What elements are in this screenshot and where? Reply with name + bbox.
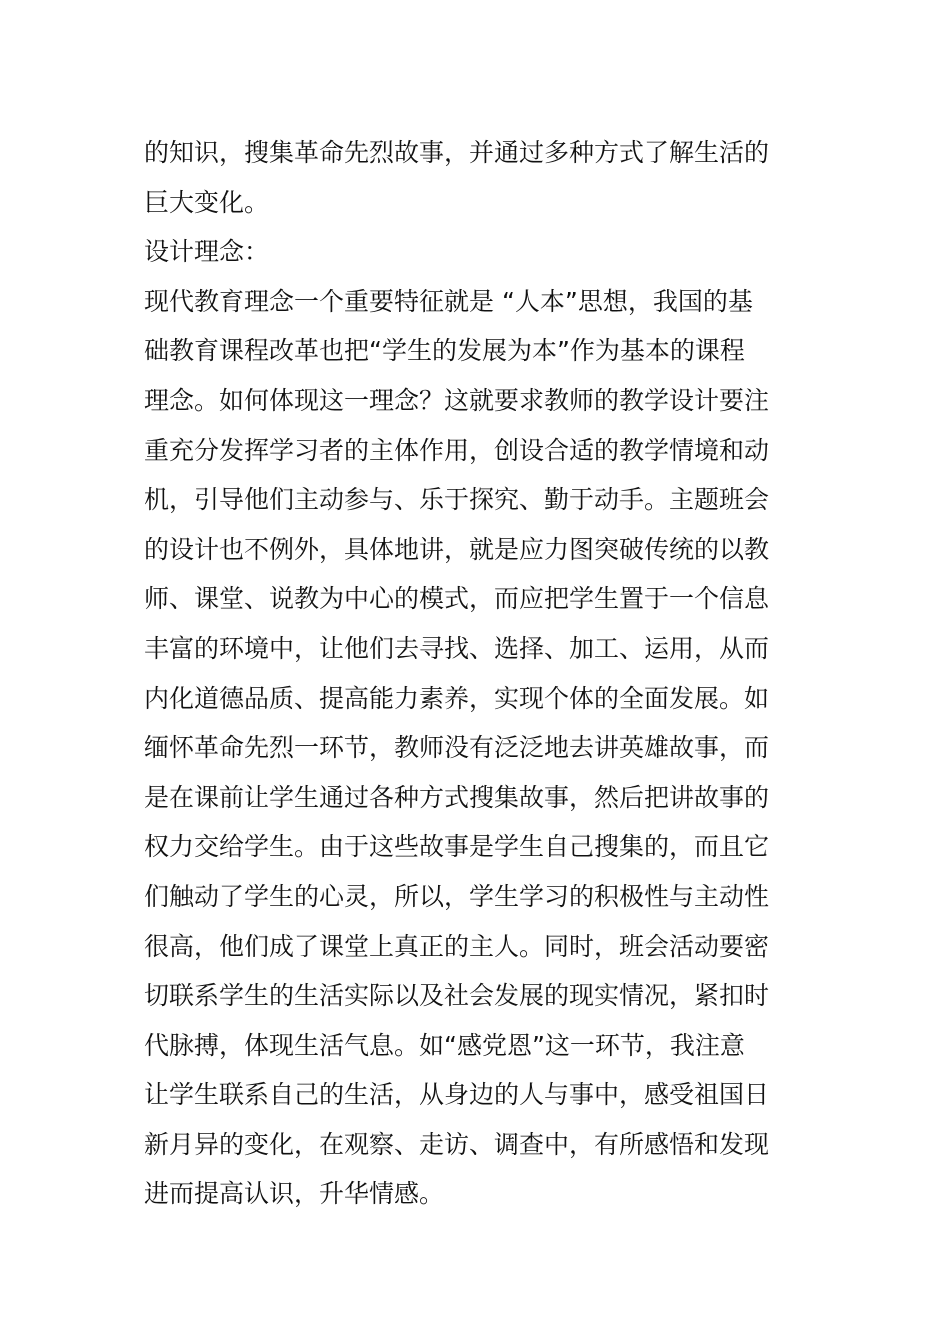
text-line: 代脉搏，体现生活气息。如“感党恩”这一环节，我注意	[144, 1030, 745, 1060]
text-line: 切联系学生的生活实际以及社会发展的现实情况，紧扣时	[144, 981, 770, 1011]
section-heading: 设计理念：	[144, 237, 270, 267]
text-line: 础教育课程改革也把“学生的发展为本”作为基本的课程	[144, 336, 745, 366]
text-line: 进而提高认识，升华情感。	[144, 1179, 445, 1209]
text-line: 是在课前让学生通过各种方式搜集故事，然后把讲故事的	[144, 782, 770, 812]
text-line: 新月异的变化，在观察、走访、调查中，有所感悟和发现	[144, 1129, 770, 1159]
text-line: 的设计也不例外，具体地讲，就是应力图突破传统的以教	[144, 534, 770, 564]
text-line: 权力交给学生。由于这些故事是学生自己搜集的，而且它	[144, 832, 770, 862]
text-line: 很高，他们成了课堂上真正的主人。同时，班会活动要密	[144, 931, 770, 961]
text-line: 内化道德品质、提高能力素养，实现个体的全面发展。如	[144, 683, 770, 713]
text-line: 巨大变化。	[144, 187, 270, 217]
text-line: 们触动了学生的心灵，所以，学生学习的积极性与主动性	[144, 881, 770, 911]
text-line: 师、课堂、说教为中心的模式，而应把学生置于一个信息	[144, 584, 770, 614]
text-line: 理念。如何体现这一理念？这就要求教师的教学设计要注	[144, 385, 770, 415]
body-text	[144, 128, 814, 1219]
text-line: 机，引导他们主动参与、乐于探究、勤于动手。主题班会	[144, 485, 770, 515]
text-line: 现代教育理念一个重要特征就是 “人本”思想，我国的基	[144, 286, 753, 316]
text-line: 丰富的环境中，让他们去寻找、选择、加工、运用，从而	[144, 633, 770, 663]
text-line: 的知识，搜集革命先烈故事，并通过多种方式了解生活的	[144, 138, 770, 167]
text-line: 缅怀革命先烈一环节，教师没有泛泛地去讲英雄故事，而	[144, 733, 770, 763]
text-line: 让学生联系自己的生活，从身边的人与事中，感受祖国日	[144, 1080, 770, 1110]
text-line: 重充分发挥学习者的主体作用，创设合适的教学情境和动	[144, 435, 770, 465]
